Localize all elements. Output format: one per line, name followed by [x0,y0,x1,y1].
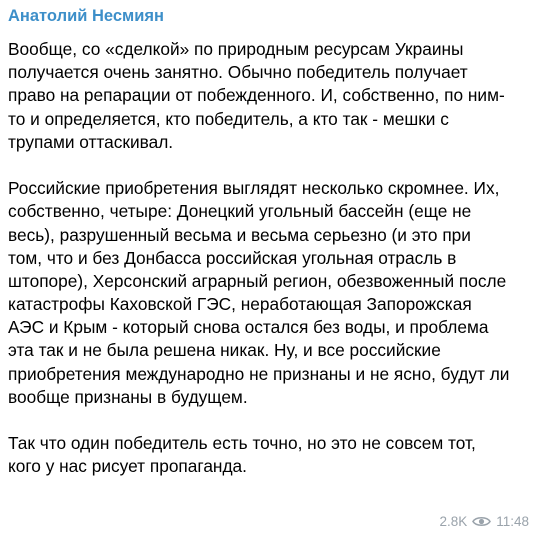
text-line: АЭС и Крым - который снова остался без воды, и проблема [8,317,489,338]
text-line: том, что и без Донбасса российская угольная отрасль в [8,247,457,268]
message-text [8,38,527,479]
text-line: приобретения международно не признаны и не ясно, будут ли [8,363,510,384]
paragraph-gap [8,409,527,432]
text-line: штопоре), Херсонский аграрный регион, обезвоженный после [8,270,507,291]
text-line: Вообще, со «сделкой» по природным ресурсам Украины [8,39,464,59]
paragraph-gap [8,154,527,177]
author-name[interactable]: Анатолий Несмиян [8,7,164,25]
text-line: эта так и не была решена никак. Ну, и все российские [8,340,441,361]
paragraph [8,432,527,478]
text-line: Так что один победитель есть точно, но это не совсем тот, [8,433,476,454]
text-line: собственно, четыре: Донецкий угольный бассейн (еще не [8,201,472,222]
text-line: кого у нас рисует пропаганда. [8,456,247,477]
text-line: право на репарации от побежденного. И, собственно, по ним- [8,85,505,106]
text-line: вообще признаны в будущем. [8,386,248,407]
eye-icon [472,515,491,528]
paragraph [8,38,527,154]
message-meta [439,512,529,530]
message-time: 11:48 [496,513,529,529]
text-line: Российские приобретения выглядят несколько скромнее. Их, [8,178,500,199]
text-line: то и определяется, кто победитель, а кто так - мешки с [8,108,449,129]
paragraph [8,177,527,409]
view-count: 2.8K [439,513,468,529]
text-line: трупами оттаскивал. [8,131,174,152]
text-line: получается очень занятно. Обычно победитель получает [8,62,468,83]
text-line: весь), разрушенный весьма и весьма серьезно (и это при [8,224,471,245]
text-line: катастрофы Каховской ГЭС, неработающая Запорожская [8,294,472,315]
